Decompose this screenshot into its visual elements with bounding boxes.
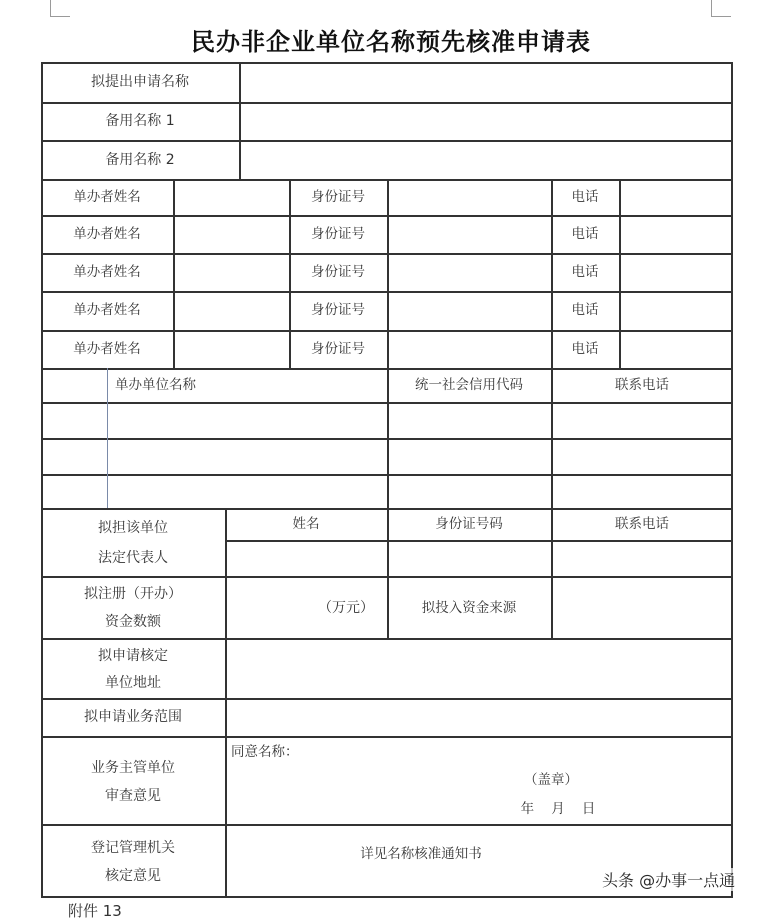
- crop-mark: [50, 16, 70, 17]
- agree-name-label: 同意名称：: [231, 744, 299, 760]
- legal-rep-label-line2: 法定代表人: [98, 550, 168, 566]
- seal-label: （盖章）: [524, 772, 578, 788]
- registry-label-line1: 登记管理机关: [91, 840, 175, 856]
- supervisor-label-line1: 业务主管单位: [91, 760, 175, 776]
- funds-unit-label: （万元）: [318, 600, 374, 616]
- table-border: [41, 896, 733, 898]
- handler-name-label: 单办者姓名: [73, 264, 141, 280]
- crop-mark: [50, 0, 51, 16]
- handler-name-label: 单办者姓名: [73, 226, 141, 242]
- address-label-line2: 单位地址: [105, 675, 161, 691]
- registry-label-line2: 核定意见: [105, 868, 161, 884]
- credit-code-label: 统一社会信用代码: [415, 377, 523, 393]
- supervisor-label-line2: 审查意见: [105, 788, 161, 804]
- id-number-label: 身份证号: [311, 302, 365, 318]
- address-label-line1: 拟申请核定: [98, 648, 168, 664]
- handler-unit-name-label: 单办单位名称: [115, 377, 196, 393]
- row-line: [41, 140, 733, 142]
- application-form-table: [41, 62, 733, 898]
- business-scope-label: 拟申请业务范围: [84, 709, 182, 725]
- watermark: 头条 @办事一点通: [598, 868, 739, 891]
- id-number-label: 身份证号: [311, 226, 365, 242]
- row-line: [225, 540, 733, 542]
- col-line: [173, 179, 175, 368]
- funds-source-label: 拟投入资金来源: [421, 600, 517, 616]
- row-line: [41, 102, 733, 104]
- table-border: [41, 62, 733, 64]
- row-line: [41, 824, 733, 826]
- phone-label: 电话: [571, 189, 599, 205]
- funds-label-line1: 拟注册（开办）: [84, 586, 182, 602]
- col-line: [619, 179, 621, 368]
- phone-label: 电话: [571, 226, 599, 242]
- phone-label: 电话: [571, 264, 599, 280]
- rep-phone-label: 联系电话: [615, 516, 669, 532]
- phone-label: 电话: [571, 302, 599, 318]
- legal-rep-label-line1: 拟担该单位: [98, 520, 168, 536]
- crop-mark: [711, 0, 712, 16]
- table-border: [731, 62, 733, 898]
- col-line: [239, 62, 241, 179]
- proposed-name-label: 拟提出申请名称: [91, 74, 189, 90]
- alt-name-2-label: 备用名称 2: [105, 152, 175, 168]
- row-line: [41, 736, 733, 738]
- id-number-label: 身份证号: [311, 189, 365, 205]
- row-line: [41, 638, 733, 640]
- funds-label-line2: 资金数额: [105, 614, 161, 630]
- handler-name-label: 单办者姓名: [73, 341, 141, 357]
- date-label: 年 月 日: [520, 801, 596, 817]
- see-notice-label: 详见名称核准通知书: [360, 846, 482, 862]
- rep-id-label: 身份证号码: [435, 516, 503, 532]
- attachment-note: 附件 13: [68, 902, 122, 920]
- col-line: [387, 179, 389, 368]
- contact-phone-label: 联系电话: [615, 377, 669, 393]
- id-number-label: 身份证号: [311, 264, 365, 280]
- row-line: [41, 698, 733, 700]
- handler-name-label: 单办者姓名: [73, 189, 141, 205]
- crop-mark: [711, 16, 731, 17]
- id-number-label: 身份证号: [311, 341, 365, 357]
- phone-label: 电话: [571, 341, 599, 357]
- handler-name-label: 单办者姓名: [73, 302, 141, 318]
- rep-name-label: 姓名: [292, 516, 320, 532]
- alt-name-1-label: 备用名称 1: [105, 113, 175, 129]
- col-line: [225, 508, 227, 898]
- form-title: 民办非企业单位名称预先核准申请表: [191, 28, 591, 56]
